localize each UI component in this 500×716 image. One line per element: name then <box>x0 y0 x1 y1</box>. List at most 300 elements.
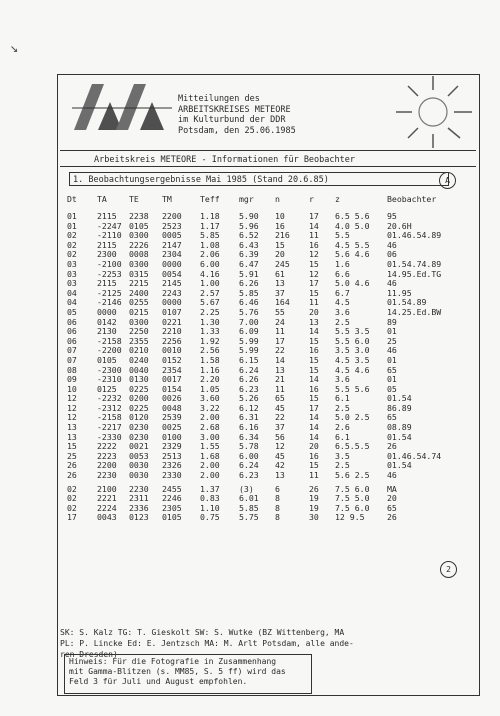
table-cell: 46 <box>387 278 397 289</box>
table-cell: 16 <box>275 220 285 231</box>
table-cell: 04 <box>67 297 77 308</box>
table-cell: 4.16 <box>200 268 220 279</box>
table-cell: 2.00 <box>200 470 220 481</box>
footer-line: ren Dresden) <box>60 650 118 659</box>
table-cell: 2330 <box>162 470 182 481</box>
table-cell: 0010 <box>162 345 182 356</box>
table-row <box>65 231 475 241</box>
table-cell: 11 <box>309 230 319 241</box>
table-cell: 6.5 5.6 <box>335 211 370 221</box>
table-cell: 15 <box>309 287 319 298</box>
table-cell: 46 <box>387 239 397 250</box>
table-cell: 2455 <box>162 483 182 494</box>
table-cell: 6.24 <box>239 364 259 375</box>
table-cell: 02 <box>67 493 77 504</box>
table-cell: 2513 <box>162 450 182 461</box>
table-cell: 3.5 <box>335 450 350 461</box>
table-cell: 02 <box>67 239 77 250</box>
table-cell: 3.6 <box>335 374 350 385</box>
table-cell: 5.76 <box>239 306 259 317</box>
table-cell: 2230 <box>129 483 149 494</box>
table-cell: 3.6 <box>335 306 350 317</box>
table-cell: 0000 <box>97 306 117 317</box>
table-cell: 216 <box>275 230 290 241</box>
table-cell: 1.18 <box>200 211 220 221</box>
table-cell: 6.12 <box>239 402 259 413</box>
table-cell: 2243 <box>162 287 182 298</box>
table-cell: -2158 <box>97 335 122 346</box>
table-cell: 6.47 <box>239 258 259 269</box>
table-cell: 0030 <box>129 470 149 481</box>
table-cell: -2158 <box>97 412 122 423</box>
table-cell: 04 <box>67 287 77 298</box>
table-cell: 13 <box>275 278 285 289</box>
table-cell: 6.15 <box>239 354 259 365</box>
table-cell: 22 <box>275 412 285 423</box>
table-cell: 16 <box>309 239 319 250</box>
table-cell: 2.57 <box>200 287 220 298</box>
table-cell: 2304 <box>162 249 182 260</box>
table-cell: 0.75 <box>200 512 220 523</box>
table-cell: 6.23 <box>239 383 259 394</box>
table-cell: 5.75 <box>239 512 259 523</box>
table-cell: 01.54.89 <box>387 297 427 308</box>
table-cell: 6.09 <box>239 326 259 337</box>
table-row <box>65 485 475 495</box>
table-row <box>65 404 475 414</box>
table-badge: 2 <box>440 561 457 578</box>
table-cell: 5.99 <box>239 335 259 346</box>
table-cell: 02 <box>67 483 77 494</box>
table-cell: 6.5.5.5 <box>335 441 370 452</box>
table-cell: 16 <box>309 345 319 356</box>
table-cell: 0142 <box>97 316 117 327</box>
table-cell: 13 <box>67 422 77 433</box>
table-cell: 4.5 3.5 <box>335 354 370 365</box>
table-cell: 20 <box>309 441 319 452</box>
table-cell: 0008 <box>129 249 149 260</box>
table-cell: 164 <box>275 297 290 308</box>
table-cell: 11 <box>309 470 319 481</box>
table-cell: 2224 <box>97 502 117 513</box>
table-cell: 0053 <box>129 450 149 461</box>
table-cell: 12 9.5 <box>335 512 365 523</box>
footer-line: SK: S. Kalz TG: T. Gieskolt SW: S. Wutke (BZ Wittenberg, MA <box>60 628 345 637</box>
table-cell: 03 <box>67 278 77 289</box>
table-cell: 0152 <box>162 354 182 365</box>
table-row <box>65 394 475 404</box>
table-cell: 03 <box>67 258 77 269</box>
col-header: TM <box>162 194 172 204</box>
table-cell: 14 <box>309 220 319 231</box>
table-cell: 13 <box>309 316 319 327</box>
table-cell: 3.00 <box>200 431 220 442</box>
table-cell: 20.6H <box>387 220 412 231</box>
col-header: TA <box>97 194 107 204</box>
table-cell: 01 <box>387 374 397 385</box>
footer-line: PL: P. Lincke Ed: E. Jentzsch MA: M. Arlt Potsdam, alle ande- <box>60 639 354 648</box>
table-cell: 0230 <box>129 422 149 433</box>
table-row <box>65 375 475 385</box>
table-cell: 1.37 <box>200 483 220 494</box>
table-cell: 0225 <box>129 383 149 394</box>
table-cell: -2125 <box>97 287 122 298</box>
table-cell: 14 <box>309 374 319 385</box>
table-cell: 65 <box>387 364 397 375</box>
table-cell: 3.60 <box>200 393 220 404</box>
table-cell: 0105 <box>97 354 117 365</box>
table-cell: 2329 <box>162 441 182 452</box>
table-cell: 01 <box>67 220 77 231</box>
table-cell: 20 <box>309 306 319 317</box>
table-cell: 2115 <box>97 239 117 250</box>
table-cell: 6.1 <box>335 431 350 442</box>
table-cell: 37 <box>275 287 285 298</box>
note-line: Hinweis: Für die Fotografie in Zusammenhang <box>69 657 277 666</box>
table-cell: 6.26 <box>239 374 259 385</box>
table-cell: 1.68 <box>200 450 220 461</box>
table-cell: 5.5 <box>335 230 350 241</box>
table-cell: 2115 <box>97 211 117 221</box>
table-cell: 26 <box>67 460 77 471</box>
table-cell: 5.90 <box>239 211 259 221</box>
table-cell: 2223 <box>97 450 117 461</box>
table-cell: 12 <box>67 412 77 423</box>
table-cell: 1.58 <box>200 354 220 365</box>
table-cell: 1.6 <box>335 258 350 269</box>
table-cell: 65 <box>275 393 285 404</box>
table-cell: 0048 <box>162 402 182 413</box>
table-cell: 2130 <box>97 326 117 337</box>
table-cell: 1.05 <box>200 383 220 394</box>
table-cell: 2100 <box>97 483 117 494</box>
table-row <box>65 270 475 280</box>
table-cell: 02 <box>67 502 77 513</box>
table-cell: 15 <box>275 239 285 250</box>
table-cell: (3) <box>239 483 254 494</box>
table-cell: 2246 <box>162 493 182 504</box>
table-cell: -2247 <box>97 220 122 231</box>
table-cell: 6.00 <box>200 258 220 269</box>
table-cell: 2238 <box>129 211 149 221</box>
table-cell: 15 <box>309 460 319 471</box>
table-cell: 6.23 <box>239 470 259 481</box>
table-cell: 0225 <box>129 402 149 413</box>
table-row <box>65 504 475 514</box>
table-cell: 2210 <box>162 326 182 337</box>
section-title: 1. Beobachtungsergebnisse Mai 1985 (Stand 20.6.85) <box>69 172 449 186</box>
table-cell: 12 <box>67 393 77 404</box>
table-cell: 2523 <box>162 220 182 231</box>
table-cell: 19 <box>309 502 319 513</box>
table-cell: 7.5 6.0 <box>335 483 370 494</box>
table-cell: 11 <box>275 383 285 394</box>
table-cell: 0005 <box>162 230 182 241</box>
table-cell: 21 <box>275 374 285 385</box>
table-cell: 01.54 <box>387 460 412 471</box>
table-body <box>65 212 475 523</box>
table-row <box>65 433 475 443</box>
table-cell: 5.78 <box>239 441 259 452</box>
table-cell: 13 <box>275 470 285 481</box>
table-cell: 14.25.Ed.BW <box>387 306 442 317</box>
table-cell: 2145 <box>162 278 182 289</box>
table-cell: 6.43 <box>239 239 259 250</box>
table-cell: 0300 <box>129 316 149 327</box>
table-cell: 7.5 5.0 <box>335 493 370 504</box>
note-line: Feld 3 für Juli und August empfohlen. <box>69 677 248 686</box>
table-cell: 6.34 <box>239 431 259 442</box>
table-cell: 2354 <box>162 364 182 375</box>
table-cell: 0300 <box>129 258 149 269</box>
table-cell: 06 <box>67 326 77 337</box>
table-cell: 2200 <box>97 460 117 471</box>
table-cell: 0043 <box>97 512 117 523</box>
header-line: ARBEITSKREISES METEORE <box>178 104 291 115</box>
table-cell: 06 <box>67 335 77 346</box>
table-cell: 2400 <box>129 287 149 298</box>
table-row <box>65 356 475 366</box>
table-cell: 0130 <box>129 374 149 385</box>
table-cell: 25 <box>67 450 77 461</box>
table-cell: 0221 <box>162 316 182 327</box>
table-cell: 42 <box>275 460 285 471</box>
table-cell: 26 <box>387 441 397 452</box>
table-cell: 15 <box>67 441 77 452</box>
table-cell: 05 <box>387 383 397 394</box>
table-cell: 4.0 5.0 <box>335 220 370 231</box>
table-cell: 6.26 <box>239 278 259 289</box>
table-row <box>65 385 475 395</box>
table-cell: -2232 <box>97 393 122 404</box>
table-cell: 2.20 <box>200 374 220 385</box>
table-cell: 2.6 <box>335 422 350 433</box>
table-cell: -2253 <box>97 268 122 279</box>
table-cell: 15 <box>309 258 319 269</box>
table-cell: 0.83 <box>200 493 220 504</box>
table-cell: 01.54.74.89 <box>387 258 442 269</box>
table-cell: 2115 <box>97 278 117 289</box>
table-cell: 26 <box>387 512 397 523</box>
table-cell: -2110 <box>97 230 122 241</box>
table-cell: 6.31 <box>239 412 259 423</box>
table-cell: 12 <box>275 441 285 452</box>
table-cell: 01 <box>387 326 397 337</box>
table-cell: 8 <box>275 502 280 513</box>
sun-emblem <box>388 72 478 152</box>
table-cell: 01.54 <box>387 393 412 404</box>
table-cell: 2215 <box>129 278 149 289</box>
table-cell: 2226 <box>129 239 149 250</box>
table-cell: 17 <box>67 512 77 523</box>
col-header: Beobachter <box>387 194 437 204</box>
header-block <box>178 94 328 136</box>
table-cell: 06 <box>387 249 397 260</box>
table-cell: 2326 <box>162 460 182 471</box>
table-cell: 1.30 <box>200 316 220 327</box>
table-cell: 14 <box>275 354 285 365</box>
table-cell: 12 <box>309 268 319 279</box>
table-cell: 2.00 <box>200 412 220 423</box>
col-header: r <box>309 194 314 204</box>
table-cell: 5.0 4.6 <box>335 278 370 289</box>
table-cell: 0200 <box>129 393 149 404</box>
table-cell: 08.89 <box>387 422 412 433</box>
col-header: z <box>335 194 340 204</box>
table-cell: 13 <box>67 431 77 442</box>
table-row <box>65 452 475 462</box>
table-cell: 01 <box>67 211 77 221</box>
table-cell: 0107 <box>162 306 182 317</box>
table-cell: 8 <box>275 512 280 523</box>
table-cell: 03 <box>67 268 77 279</box>
table-cell: 20 <box>275 249 285 260</box>
table-cell: 0215 <box>129 306 149 317</box>
table-cell: 0230 <box>129 431 149 442</box>
col-header: TE <box>129 194 139 204</box>
table-cell: 14 <box>309 422 319 433</box>
table-cell: 1.08 <box>200 239 220 250</box>
table-cell: 2.25 <box>200 306 220 317</box>
table-cell: 0105 <box>129 220 149 231</box>
table-cell: 61 <box>275 268 285 279</box>
table-cell: 6.39 <box>239 249 259 260</box>
table-cell: 3.5 3.0 <box>335 345 370 356</box>
table-cell: 07 <box>67 345 77 356</box>
table-cell: 14 <box>309 326 319 337</box>
table-cell: 0120 <box>129 412 149 423</box>
table-cell: 46 <box>387 345 397 356</box>
table-cell: 11 <box>275 326 285 337</box>
table-cell: 45 <box>275 402 285 413</box>
table-cell: 0105 <box>162 512 182 523</box>
table-cell: 22 <box>275 345 285 356</box>
table-cell: 07 <box>67 354 77 365</box>
table-cell: 6.6 <box>335 268 350 279</box>
header-line: im Kulturbund der DDR <box>178 115 286 125</box>
table-cell: 45 <box>275 450 285 461</box>
table-cell: 0315 <box>129 268 149 279</box>
table-cell: 12 <box>309 249 319 260</box>
table-cell: 6.7 <box>335 287 350 298</box>
table-row <box>65 337 475 347</box>
table-cell: 1.33 <box>200 326 220 337</box>
table-cell: 0030 <box>129 460 149 471</box>
table-cell: 1.10 <box>200 502 220 513</box>
table-cell: 14 <box>309 412 319 423</box>
table-cell: 17 <box>309 402 319 413</box>
table-cell: 4.5 4.6 <box>335 364 370 375</box>
table-row <box>65 327 475 337</box>
table-cell: 4.5 <box>335 297 350 308</box>
scan-mark: ↘ <box>10 40 19 56</box>
table-cell: MA <box>387 483 397 494</box>
table-cell: 37 <box>275 422 285 433</box>
table-row <box>65 212 475 222</box>
table-cell: 65 <box>387 412 397 423</box>
table-row <box>65 308 475 318</box>
table-cell: 5.85 <box>239 287 259 298</box>
table-cell: 5.6 2.5 <box>335 470 370 481</box>
table-cell: 0210 <box>129 345 149 356</box>
table-cell: 15 <box>309 393 319 404</box>
table-cell: 09 <box>67 374 77 385</box>
table-cell: 5.85 <box>239 502 259 513</box>
table-cell: 65 <box>387 502 397 513</box>
table-cell: 6 <box>275 483 280 494</box>
table-cell: 2250 <box>129 326 149 337</box>
table-cell: 5.91 <box>239 268 259 279</box>
table-row <box>65 366 475 376</box>
table-row <box>65 471 475 481</box>
table-cell: 19 <box>309 493 319 504</box>
table-row <box>65 461 475 471</box>
table-cell: 5.6 4.6 <box>335 249 370 260</box>
table-cell: 02 <box>67 230 77 241</box>
table-cell: 11 <box>309 297 319 308</box>
table-cell: 2147 <box>162 239 182 250</box>
table-cell: -2312 <box>97 402 122 413</box>
table-row <box>65 494 475 504</box>
table-cell: 2355 <box>129 335 149 346</box>
table-cell: 1.16 <box>200 364 220 375</box>
table-cell: 0240 <box>129 354 149 365</box>
table-cell: -2310 <box>97 374 122 385</box>
table-cell: 17 <box>309 278 319 289</box>
table-cell: 7.5 6.0 <box>335 502 370 513</box>
table-cell: 0025 <box>162 422 182 433</box>
table-cell: 0154 <box>162 383 182 394</box>
col-header: mgr <box>239 194 254 204</box>
table-cell: 15 <box>309 335 319 346</box>
table-cell: 0123 <box>129 512 149 523</box>
table-cell: 5.67 <box>200 297 220 308</box>
table-cell: 2230 <box>97 470 117 481</box>
divider <box>60 166 476 167</box>
table-row <box>65 423 475 433</box>
table-cell: 24 <box>275 316 285 327</box>
table-cell: 3.22 <box>200 402 220 413</box>
table-cell: 2311 <box>129 493 149 504</box>
table-cell: 2256 <box>162 335 182 346</box>
table-cell: 6.46 <box>239 297 259 308</box>
table-cell: 2.68 <box>200 422 220 433</box>
note-line: mit Gamma-Blitzen (s. MM85, S. 5 ff) wird das <box>69 667 286 676</box>
table-cell: 2.5 <box>335 402 350 413</box>
table-cell: 11.95 <box>387 287 412 298</box>
table-cell: 89 <box>387 316 397 327</box>
table-cell: 12 <box>67 402 77 413</box>
table-cell: 2221 <box>97 493 117 504</box>
table-cell: 2222 <box>97 441 117 452</box>
observation-table <box>65 190 475 523</box>
table-cell: 20 <box>387 493 397 504</box>
table-cell: 14.95.Ed.TG <box>387 268 442 279</box>
table-cell: 1.92 <box>200 335 220 346</box>
table-cell: 0000 <box>162 297 182 308</box>
table-cell: 10 <box>67 383 77 394</box>
table-cell: 2300 <box>97 249 117 260</box>
table-cell: 6.01 <box>239 493 259 504</box>
table-cell: 8 <box>275 493 280 504</box>
table-cell: 0054 <box>162 268 182 279</box>
table-header <box>65 190 475 212</box>
table-cell: 17 <box>309 211 319 221</box>
table-cell: 0125 <box>97 383 117 394</box>
table-cell: 2.56 <box>200 345 220 356</box>
table-row <box>65 241 475 251</box>
table-cell: 15 <box>309 354 319 365</box>
